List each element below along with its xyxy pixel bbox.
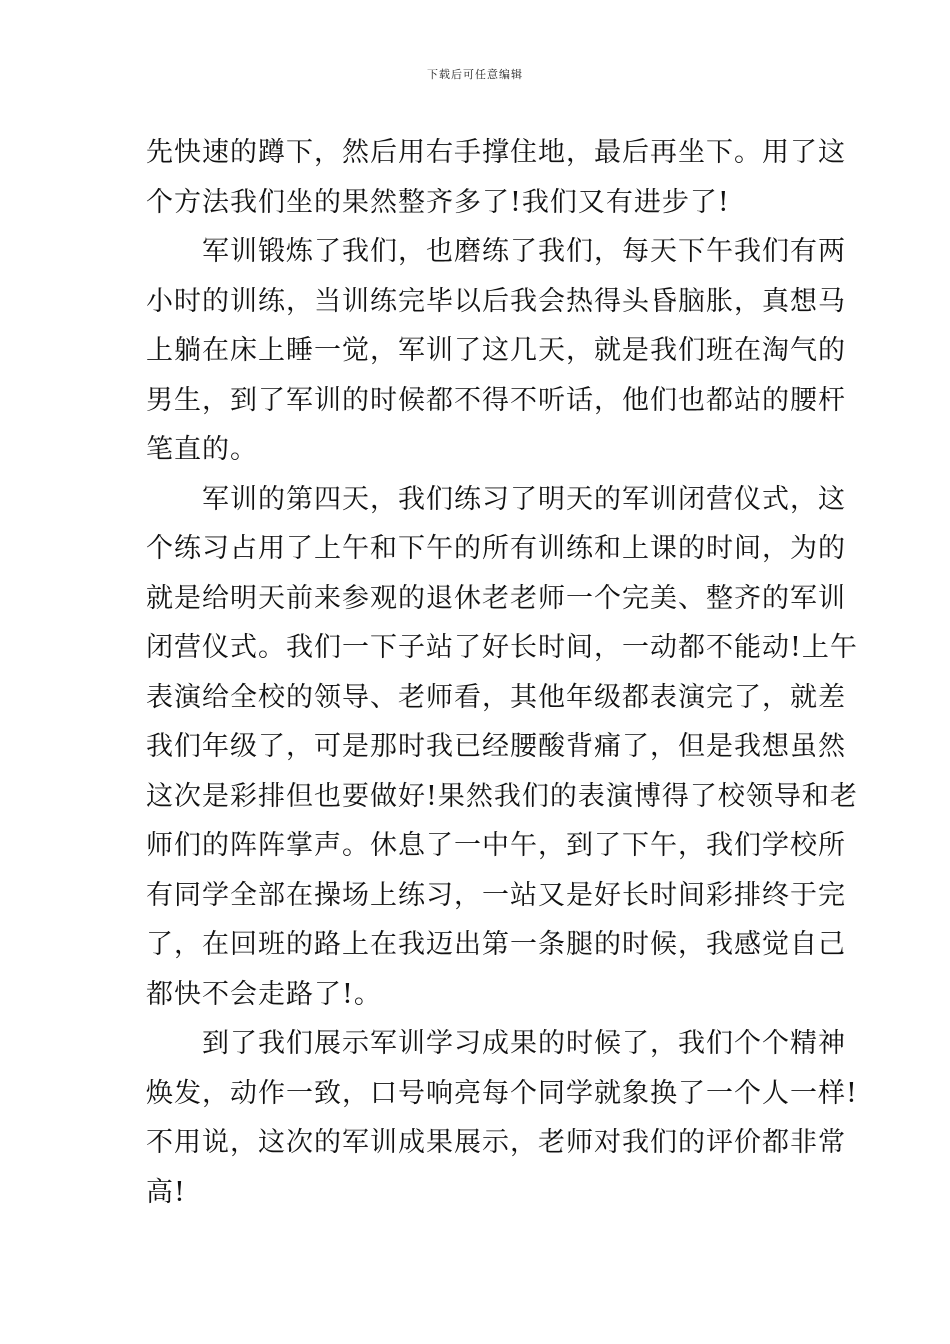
text-line: 焕发，动作一致，口号响亮每个同学就象换了一个人一样! [146,1077,858,1109]
text-line: 我们年级了，可是那时我已经腰酸背痛了，但是我想虽然 [146,731,846,762]
text-line: 有同学全部在操场上练习，一站又是好长时间彩排终于完 [146,879,846,911]
text-line: 军训锻炼了我们，也磨练了我们，每天下午我们有两 [146,236,846,267]
text-line: 先快速的蹲下，然后用右手撑住地，最后再坐下。用了这 [146,137,846,168]
text-line: 高! [146,1176,186,1208]
text-line: 就是给明天前来参观的退休老老师一个完美、整齐的军训 [146,582,846,614]
text-line: 了，在回班的路上在我迈出第一条腿的时候，我感觉自己 [146,929,846,960]
text-line: 闭营仪式。我们一下子站了好长时间，一动都不能动!上午 [146,632,858,663]
text-line: 表演给全校的领导、老师看，其他年级都表演完了，就差 [146,681,846,713]
document-body [146,128,858,1217]
text-line: 军训的第四天，我们练习了明天的军训闭营仪式，这 [146,483,846,515]
text-line: 个练习占用了上午和下午的所有训练和上课的时间，为的 [146,533,846,564]
page-header: 下载后可任意编辑 [427,68,523,81]
text-line: 上躺在床上睡一觉，军训了这几天，就是我们班在淘气的 [146,335,846,366]
text-line: 小时的训练，当训练完毕以后我会热得头昏脑胀，真想马 [146,285,846,317]
text-line: 这次是彩排但也要做好!果然我们的表演博得了校领导和老 [146,780,858,812]
text-line: 笔直的。 [146,434,258,465]
text-line: 到了我们展示军训学习成果的时候了，我们个个精神 [146,1028,846,1059]
text-line: 师们的阵阵掌声。休息了一中午，到了下午，我们学校所 [146,830,846,861]
text-line: 不用说，这次的军训成果展示，老师对我们的评价都非常 [146,1127,846,1158]
text-line: 都快不会走路了!。 [146,978,382,1010]
text-line: 男生，到了军训的时候都不得不听话，他们也都站的腰杆 [146,384,846,416]
text-line: 个方法我们坐的果然整齐多了!我们又有进步了! [146,186,730,218]
